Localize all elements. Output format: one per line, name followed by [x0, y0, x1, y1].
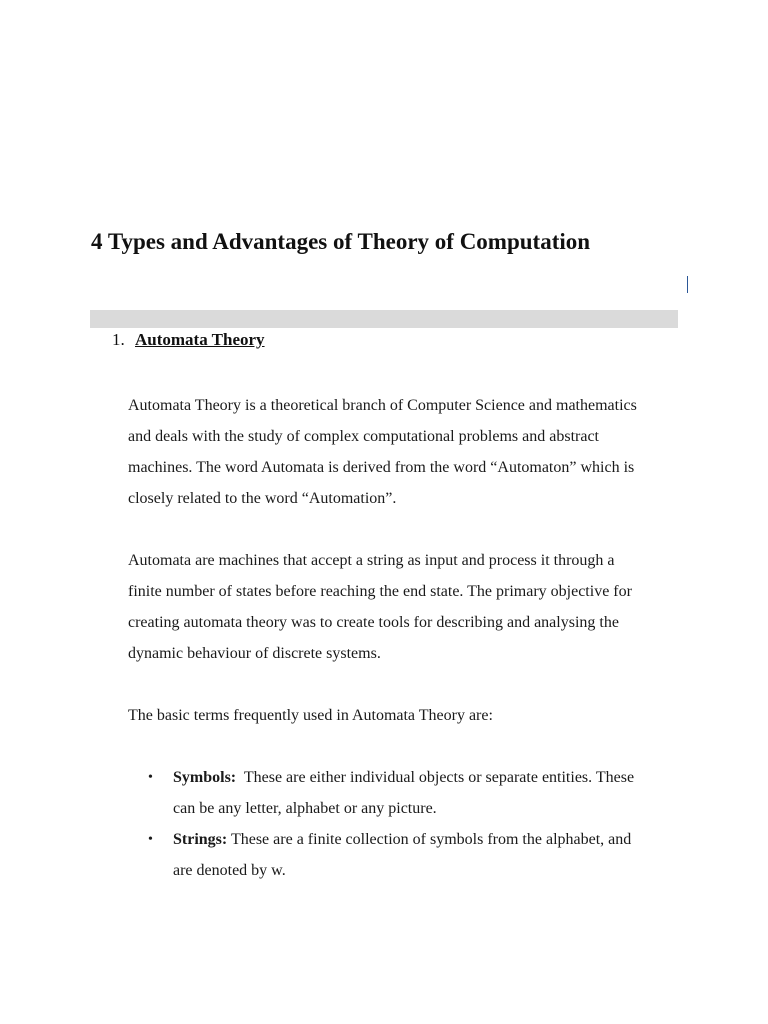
bullet-icon: •: [148, 770, 153, 785]
paragraph-line: finite number of states before reaching the end state. The primary objective for: [128, 583, 632, 600]
text-cursor: [687, 276, 688, 293]
paragraph-line: creating automata theory was to create tools for describing and analysing the: [128, 614, 619, 631]
paragraph-line: and deals with the study of complex computational problems and abstract: [128, 428, 599, 445]
paragraph-line: closely related to the word “Automation”.: [128, 490, 397, 507]
paragraph-line: Automata are machines that accept a string as input and process it through a: [128, 552, 615, 569]
term-line: [173, 762, 686, 793]
paragraph-line: Automata Theory is a theoretical branch of Computer Science and mathematics: [128, 397, 637, 414]
section-shading-bar: [90, 310, 678, 328]
term-label: Symbols:: [173, 769, 237, 786]
document-title: 4 Types and Advantages of Theory of Computation: [91, 229, 591, 254]
term-description: These are either individual objects or separate entities. These: [243, 769, 635, 786]
paragraph-intro: [128, 390, 688, 514]
section-number: 1.: [112, 330, 125, 349]
term-label: Strings:: [173, 831, 228, 848]
paragraph-line: dynamic behaviour of discrete systems.: [128, 645, 381, 662]
term-description: These are a finite collection of symbols from the alphabet, and: [230, 831, 632, 848]
term-line: are denoted by w.: [173, 862, 286, 879]
paragraph-basic-terms: [128, 700, 688, 731]
term-line: can be any letter, alphabet or any picture.: [173, 800, 437, 817]
paragraph-line: machines. The word Automata is derived from the word “Automaton” which is: [128, 459, 635, 476]
paragraph-machines: [128, 545, 688, 669]
terms-list: [146, 762, 686, 886]
section-title: Automata Theory: [135, 330, 265, 349]
bullet-icon: •: [148, 832, 153, 847]
term-line: [173, 824, 686, 855]
paragraph-line: The basic terms frequently used in Automata Theory are:: [128, 707, 493, 724]
section-heading: [112, 327, 265, 353]
list-item-strings: [146, 824, 686, 886]
list-item-symbols: [146, 762, 686, 824]
